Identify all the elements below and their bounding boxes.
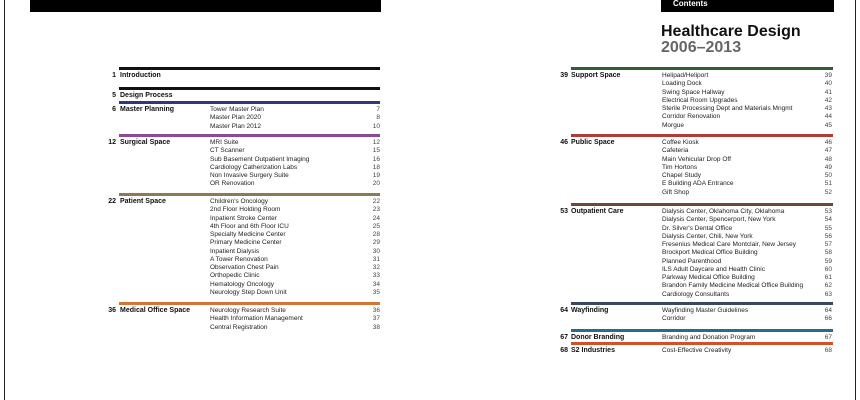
toc-entry[interactable] [210, 307, 380, 315]
entry-label: Primary Medicine Center [210, 239, 282, 247]
toc-entry[interactable] [210, 156, 380, 164]
entry-label: 2nd Floor Holding Room [210, 206, 281, 214]
contents-header-bar [661, 0, 834, 12]
section-number: 39 [560, 72, 568, 79]
toc-entry[interactable] [210, 172, 380, 180]
entry-label: CT Scanner [210, 147, 245, 155]
entry-label: Swing Space Hallway [662, 88, 725, 96]
entry-label: Coffee Kiosk [662, 139, 699, 146]
entry-label: Branding and Donation Program [662, 334, 756, 341]
section-rule [119, 67, 380, 70]
toc-entry[interactable] [662, 258, 832, 266]
section-title[interactable]: Medical Office Space [120, 307, 191, 314]
left-header-bar [30, 0, 381, 12]
section-title[interactable]: Public Space [571, 139, 615, 146]
entry-label: Chapel Study [662, 172, 702, 179]
toc-entry[interactable] [662, 216, 832, 224]
toc-entry[interactable] [210, 180, 380, 188]
toc-entry[interactable] [210, 272, 380, 280]
entry-page-number: 8 [376, 114, 380, 122]
section-rule [571, 67, 833, 70]
toc-entry[interactable] [210, 164, 380, 172]
section-rule [571, 302, 833, 305]
toc-entry[interactable] [210, 139, 380, 147]
toc-entry[interactable] [662, 266, 832, 274]
toc-entry[interactable] [662, 291, 832, 299]
toc-entry[interactable] [210, 289, 380, 297]
entry-page-number: 32 [372, 264, 380, 271]
toc-entry[interactable] [662, 147, 832, 155]
entry-page-number: 33 [372, 272, 380, 280]
entry-page-number: 61 [824, 274, 832, 281]
toc-entry[interactable] [662, 97, 832, 105]
toc-entry[interactable] [210, 281, 380, 289]
entry-page-number: 51 [824, 180, 832, 188]
toc-entry[interactable] [210, 206, 380, 214]
section-title[interactable]: S2 Industries [571, 347, 615, 354]
entry-page-number: 49 [824, 163, 832, 171]
toc-entry[interactable] [662, 189, 832, 197]
book-title: Healthcare Design [661, 23, 801, 40]
section-number: 5 [112, 92, 116, 99]
entry-label: Orthopedic Clinic [210, 272, 260, 280]
toc-entry[interactable] [210, 106, 380, 114]
entry-label: Master Plan 2020 [210, 114, 261, 122]
section-title[interactable]: Introduction [120, 72, 161, 79]
toc-entry[interactable] [210, 123, 380, 131]
entry-label: Dialysis Center, Spencerport, New York [662, 216, 776, 224]
toc-entry[interactable] [662, 139, 832, 147]
entry-label: Non Invasive Surgery Suite [210, 172, 289, 179]
entry-label: ILS Adult Daycare and Health Clinic [662, 265, 765, 273]
section-number: 12 [108, 139, 116, 146]
section-entries [210, 106, 380, 131]
section-title[interactable]: Master Planning [120, 106, 175, 113]
entry-page-number: 35 [372, 288, 380, 296]
section-title[interactable]: Outpatient Care [571, 208, 624, 215]
toc-entry[interactable] [210, 198, 380, 206]
entry-label: Fresenius Medical Care Montclair, New Jersey [662, 241, 797, 248]
toc-entry[interactable] [662, 233, 832, 241]
entry-page-number: 58 [824, 249, 832, 257]
entry-page-number: 52 [824, 188, 832, 196]
entry-page-number: 45 [824, 121, 832, 129]
entry-page-number: 23 [372, 206, 380, 214]
entry-label: Cardiology Consultants [662, 290, 730, 298]
entry-label: Gift Shop [662, 188, 690, 196]
page-frame-right [855, 0, 856, 400]
entry-label: Corridor [662, 315, 686, 323]
toc-entry[interactable] [662, 113, 832, 121]
entry-label: Wayfinding Master Guidelines [662, 307, 749, 314]
entry-label: Parkway Medical Office Building [662, 274, 755, 281]
toc-entry[interactable] [210, 315, 380, 323]
entry-page-number: 48 [824, 155, 832, 163]
entry-page-number: 10 [372, 122, 380, 130]
section-title[interactable]: Donor Branding [571, 334, 625, 341]
section-rule [119, 87, 380, 90]
entry-label: Cost-Effective Creativity [662, 347, 732, 354]
entry-page-number: 25 [372, 222, 380, 230]
entry-page-number: 40 [824, 80, 832, 88]
section-rule [571, 342, 833, 345]
entry-page-number: 47 [824, 147, 832, 155]
section-number: 6 [112, 106, 116, 113]
entry-page-number: 55 [824, 224, 832, 232]
entry-page-number: 38 [372, 323, 380, 331]
entry-label: Electrical Room Upgrades [662, 96, 738, 104]
entry-page-number: 67 [824, 334, 832, 341]
entry-page-number: 54 [824, 216, 832, 224]
entry-label: Morgue [662, 121, 685, 129]
section-entries [662, 72, 832, 130]
toc-entry[interactable] [662, 225, 832, 233]
entry-page-number: 34 [372, 280, 380, 288]
entry-page-number: 62 [824, 282, 832, 290]
toc-entry[interactable] [210, 223, 380, 231]
entry-label: Neurology Research Suite [210, 307, 286, 314]
toc-entry[interactable] [210, 215, 380, 223]
entry-page-number: 31 [372, 255, 380, 263]
entry-page-number: 22 [372, 198, 380, 205]
entry-page-number: 15 [372, 147, 380, 155]
entry-page-number: 60 [824, 265, 832, 273]
toc-entry[interactable] [210, 239, 380, 247]
toc-entry[interactable] [662, 80, 832, 88]
section-entries [210, 307, 380, 332]
contents-label: Contents [673, 0, 708, 8]
entry-label: Central Registration [210, 323, 268, 331]
toc-entry[interactable] [662, 105, 832, 113]
entry-page-number: 43 [824, 105, 832, 112]
toc-entry[interactable] [662, 89, 832, 97]
section-rule [571, 134, 833, 137]
entry-page-number: 30 [372, 247, 380, 255]
entry-page-number: 42 [824, 96, 832, 104]
entry-label: Tower Master Plan [210, 106, 264, 113]
section-rule [571, 203, 833, 206]
entry-page-number: 19 [372, 172, 380, 179]
entry-page-number: 44 [824, 113, 832, 121]
entry-page-number: 16 [372, 155, 380, 163]
toc-entry[interactable] [210, 114, 380, 122]
toc-entry[interactable] [662, 241, 832, 249]
toc-entry[interactable] [210, 231, 380, 239]
toc-entry[interactable] [662, 122, 832, 130]
section-number: 1 [112, 72, 116, 79]
entry-page-number: 7 [376, 106, 380, 113]
section-title[interactable]: Design Process [120, 92, 173, 99]
entry-label: Neurology Step Down Unit [210, 288, 287, 296]
toc-entry[interactable] [210, 147, 380, 155]
section-entries [210, 139, 380, 189]
entry-page-number: 28 [372, 231, 380, 238]
section-number: 22 [108, 198, 116, 205]
entry-label: E Building ADA Entrance [662, 180, 734, 188]
entry-label: A Tower Renovation [210, 255, 268, 263]
entry-label: Sterile Processing Dept and Materials Mngmt [662, 105, 793, 112]
section-entries [662, 334, 832, 342]
entry-label: MRI Suite [210, 139, 239, 146]
section-title[interactable]: Wayfinding [571, 307, 609, 314]
toc-entry[interactable] [662, 156, 832, 164]
entry-label: Planned Parenthood [662, 257, 722, 265]
entry-page-number: 39 [824, 72, 832, 79]
section-rule [119, 134, 380, 137]
toc-entry[interactable] [662, 172, 832, 180]
entry-label: Inpatient Dialysis [210, 247, 260, 255]
entry-page-number: 50 [824, 172, 832, 179]
section-number: 67 [560, 334, 568, 341]
entry-page-number: 29 [372, 239, 380, 247]
entry-label: Corridor Renovation [662, 113, 721, 121]
toc-entry[interactable] [662, 72, 832, 80]
toc-entry[interactable] [662, 208, 832, 216]
section-rule [571, 329, 833, 332]
entry-page-number: 12 [372, 139, 380, 146]
entry-label: Loading Dock [662, 80, 702, 88]
section-entries [662, 139, 832, 197]
entry-label: Hematology Oncology [210, 280, 274, 288]
entry-label: Children's Oncology [210, 198, 268, 205]
section-rule [119, 193, 380, 196]
toc-entry[interactable] [662, 282, 832, 290]
entry-page-number: 63 [824, 290, 832, 298]
entry-page-number: 57 [824, 241, 832, 248]
entry-label: Cafeteria [662, 147, 689, 155]
entry-label: Brockport Medical Office Building [662, 249, 758, 257]
section-rule [119, 101, 380, 104]
toc-entry[interactable] [662, 164, 832, 172]
entry-label: Cardiology Catherization Labs [210, 163, 298, 171]
entry-label: 4th Floor and 6th Floor ICU [210, 222, 289, 230]
entry-page-number: 24 [372, 214, 380, 222]
entry-label: Dialysis Center, Chili, New York [662, 232, 753, 240]
entry-label: Tim Hortons [662, 163, 698, 171]
entry-label: Sub Basement Outpatient Imaging [210, 155, 310, 163]
entry-page-number: 53 [824, 208, 832, 215]
entry-page-number: 20 [372, 180, 380, 188]
toc-entry[interactable] [210, 256, 380, 264]
entry-label: Specialty Medicine Center [210, 231, 286, 238]
section-number: 53 [560, 208, 568, 215]
toc-entry[interactable] [662, 307, 832, 315]
entry-label: Brandon Family Medicine Medical Office Building [662, 282, 804, 290]
entry-page-number: 37 [372, 315, 380, 323]
entry-label: Master Plan 2012 [210, 122, 261, 130]
section-number: 64 [560, 307, 568, 314]
toc-entry[interactable] [210, 324, 380, 332]
section-number: 68 [560, 347, 568, 354]
section-number: 36 [108, 307, 116, 314]
toc-entry[interactable] [210, 264, 380, 272]
entry-page-number: 46 [824, 139, 832, 146]
entry-page-number: 18 [372, 163, 380, 171]
entry-page-number: 36 [372, 307, 380, 314]
entry-label: Dialysis Center, Oklahoma City, Oklahoma [662, 208, 785, 215]
entry-label: Helipad/Heliport [662, 72, 709, 79]
section-title[interactable]: Patient Space [120, 198, 166, 205]
toc-entry[interactable] [662, 249, 832, 257]
toc-entry[interactable] [210, 248, 380, 256]
section-entries [662, 208, 832, 299]
entry-label: Main Vehicular Drop Off [662, 155, 731, 163]
section-entries [662, 307, 832, 324]
section-title[interactable]: Surgical Space [120, 139, 171, 146]
toc-entry[interactable] [662, 334, 832, 342]
section-rule [119, 302, 380, 305]
toc-entry[interactable] [662, 315, 832, 323]
section-number: 46 [560, 139, 568, 146]
entry-page-number: 59 [824, 257, 832, 265]
toc-entry[interactable] [662, 180, 832, 188]
entry-label: OR Renovation [210, 180, 255, 188]
entry-label: Health Information Management [210, 315, 303, 323]
section-entries [210, 198, 380, 297]
toc-entry[interactable] [662, 347, 832, 355]
entry-label: Dr. Silver's Dental Office [662, 224, 733, 232]
entry-label: Observation Chest Pain [210, 264, 279, 271]
entry-page-number: 41 [824, 88, 832, 96]
entry-page-number: 64 [824, 307, 832, 314]
toc-entry[interactable] [662, 274, 832, 282]
page-frame-left [4, 0, 5, 400]
entry-page-number: 56 [824, 232, 832, 240]
section-entries [662, 347, 832, 355]
entry-page-number: 68 [824, 347, 832, 354]
entry-label: Inpatient Stroke Center [210, 214, 277, 222]
section-title[interactable]: Support Space [571, 72, 621, 79]
book-years: 2006–2013 [661, 39, 742, 56]
entry-page-number: 66 [824, 315, 832, 323]
